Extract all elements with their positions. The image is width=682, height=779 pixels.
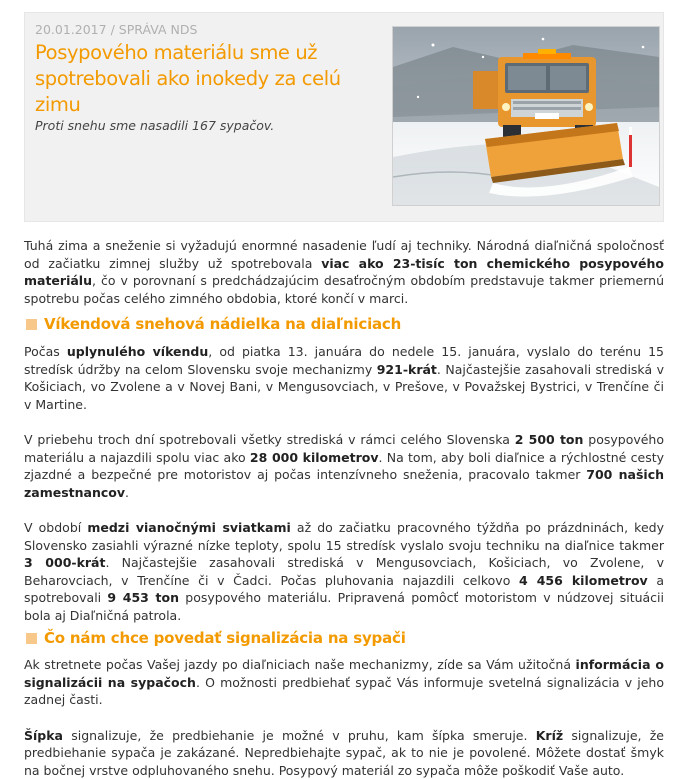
section-heading-signalization: Čo nám chce povedať signalizácia na sypači (24, 628, 664, 648)
article-lead: Proti snehu sme nasadili 167 sypačov. (35, 118, 274, 133)
signalization-paragraph-1: Ak stretnete počas Vašej jazdy po diaľniciach naše mechanizmy, zíde sa Vám užitočná informácia o signalizácii na sypačoch. O možnosti predbiehať sypač Vás informuje svetelná signalizácia v jeho zadnej časti. (24, 656, 664, 709)
weekend-paragraph-1: Počas uplynulého víkendu, od piatka 13. januára do nedele 15. januára, vyslalo do terénu 15 stredísk údržby na celom Slovensku svoje mechanizmy 921-krát. Najčastejšie zasahovali strediská v Košiciach, vo Zvolene a v Novej Bani, v Mengusovciach, v Prešove, v Považskej Bystrici, v Trenčíne či v Martine. (24, 343, 664, 413)
section-heading-weekend: Víkendová snehová nádielka na diaľniciach (24, 314, 664, 334)
article-category[interactable]: SPRÁVA NDS (119, 22, 198, 37)
article-body (24, 237, 664, 779)
article-header (24, 12, 664, 222)
meta-separator: / (111, 22, 115, 37)
heading-bullet-icon (26, 319, 37, 330)
weekend-paragraph-2: V priebehu troch dní spotrebovali všetky strediská v rámci celého Slovenska 2 500 ton posypového materiálu a najazdili spolu viac ako 28 000 kilometrov. Na tom, aby boli diaľnice a rýchlostné cesty zjazdné a bezpečné pre motoristov aj počas intenzívneho sneženia, pracovalo takmer 700 našich zamestnancov. (24, 431, 664, 501)
heading-bullet-icon (26, 633, 37, 644)
snowplow-truck-icon (393, 27, 659, 205)
article-meta (35, 22, 197, 37)
article-date: 20.01.2017 (35, 22, 107, 37)
intro-paragraph: Tuhá zima a sneženie si vyžadujú enormné nasadenie ľudí aj techniky. Národná diaľničná spoločnosť od začiatku zimnej služby už spotrebovala viac ako 23-tisíc ton chemického posypového materiálu, čo v porovnaní s predchádzajúcim desaťročným obdobím predstavuje takmer priemernú spotrebu počas celého zimného obdobia, ktoré končí v marci. (24, 237, 664, 307)
snowplow-photo (392, 26, 660, 206)
holiday-paragraph: V období medzi vianočnými sviatkami až do začiatku pracovného týždňa po prázdninách, kedy Slovensko zasiahli výrazné nízke teploty, spolu 15 stredísk vyslalo svoju techniku na diaľnice takmer 3 000-krát. Najčastejšie zasahovali strediská v Mengusovciach, Košiciach, vo Zvolene, v Beharovciach, v Trenčíne či v Čadci. Počas pluhovania najazdili celkovo 4 456 kilometrov a spotrebovali 9 453 ton posypového materiálu. Pripravená pomôcť motoristom v núdzovej situácii bola aj Diaľničná patrola. (24, 519, 664, 624)
signalization-paragraph-2: Šípka signalizuje, že predbiehanie je možné v pruhu, kam šípka smeruje. Kríž signalizuje, že predbiehanie sypača je zakázané. Nepredbiehajte sypač, ak to nie je povolené. Môžete dostať šmyk na bočnej vrstve odpluhovaného snehu. Posypový materiál zo sypača môže poškodiť Vaše auto. (24, 727, 664, 779)
article-title: Posypového materiálu sme už spotrebovali ako inokedy za celú zimu (35, 40, 380, 118)
